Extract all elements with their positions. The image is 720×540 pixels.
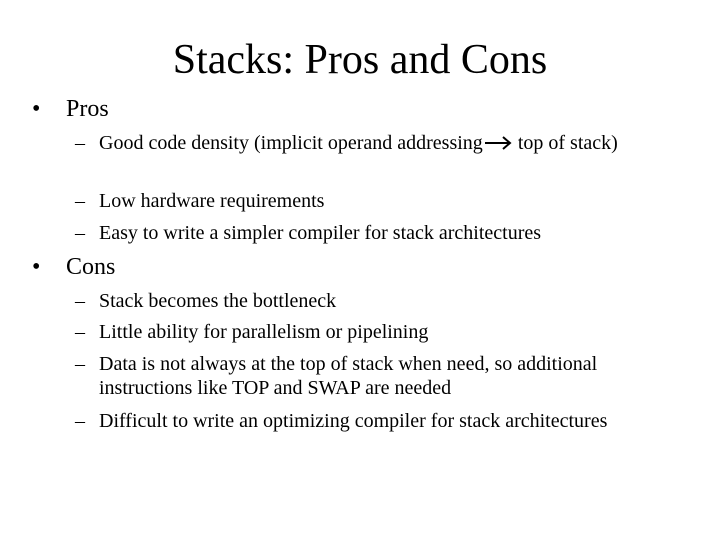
- bullet-marker: •: [32, 254, 41, 280]
- cons-item-2: [75, 320, 665, 344]
- pros-item-3: [75, 221, 665, 245]
- cons-item-4-text: Difficult to write an optimizing compiler for stack architectures: [99, 410, 608, 432]
- pros-heading-label: Pros: [66, 96, 109, 122]
- cons-item-3: [75, 352, 665, 400]
- pros-item-2-text: Low hardware requirements: [99, 190, 325, 212]
- cons-item-1: [75, 289, 665, 313]
- cons-item-2-text: Little ability for parallelism or pipelining: [99, 321, 429, 343]
- pros-item-1-text-after: top of stack): [512, 132, 618, 154]
- slide-title: Stacks: Pros and Cons: [172, 37, 548, 83]
- dash-marker: –: [75, 222, 85, 244]
- pros-item-1-text-before: Good code density (implicit operand addressing: [99, 132, 483, 154]
- dash-marker: –: [75, 190, 85, 212]
- cons-heading: [32, 253, 115, 281]
- cons-item-4: [75, 409, 665, 433]
- dash-marker: –: [75, 290, 85, 312]
- dash-marker: –: [75, 410, 85, 432]
- cons-item-1-text: Stack becomes the bottleneck: [99, 290, 337, 312]
- pros-item-3-text: Easy to write a simpler compiler for stack architectures: [99, 222, 542, 244]
- pros-item-1: [75, 131, 665, 155]
- pros-item-2: [75, 189, 665, 213]
- right-arrow-icon: [483, 135, 513, 151]
- pros-heading: [32, 95, 109, 123]
- dash-marker: –: [75, 321, 85, 343]
- dash-marker: –: [75, 132, 85, 154]
- cons-heading-label: Cons: [66, 254, 116, 280]
- cons-item-3-text: Data is not always at the top of stack when need, so additional instructions like TOP and SWAP are needed: [99, 353, 598, 399]
- dash-marker: –: [75, 353, 85, 375]
- bullet-marker: •: [32, 96, 41, 122]
